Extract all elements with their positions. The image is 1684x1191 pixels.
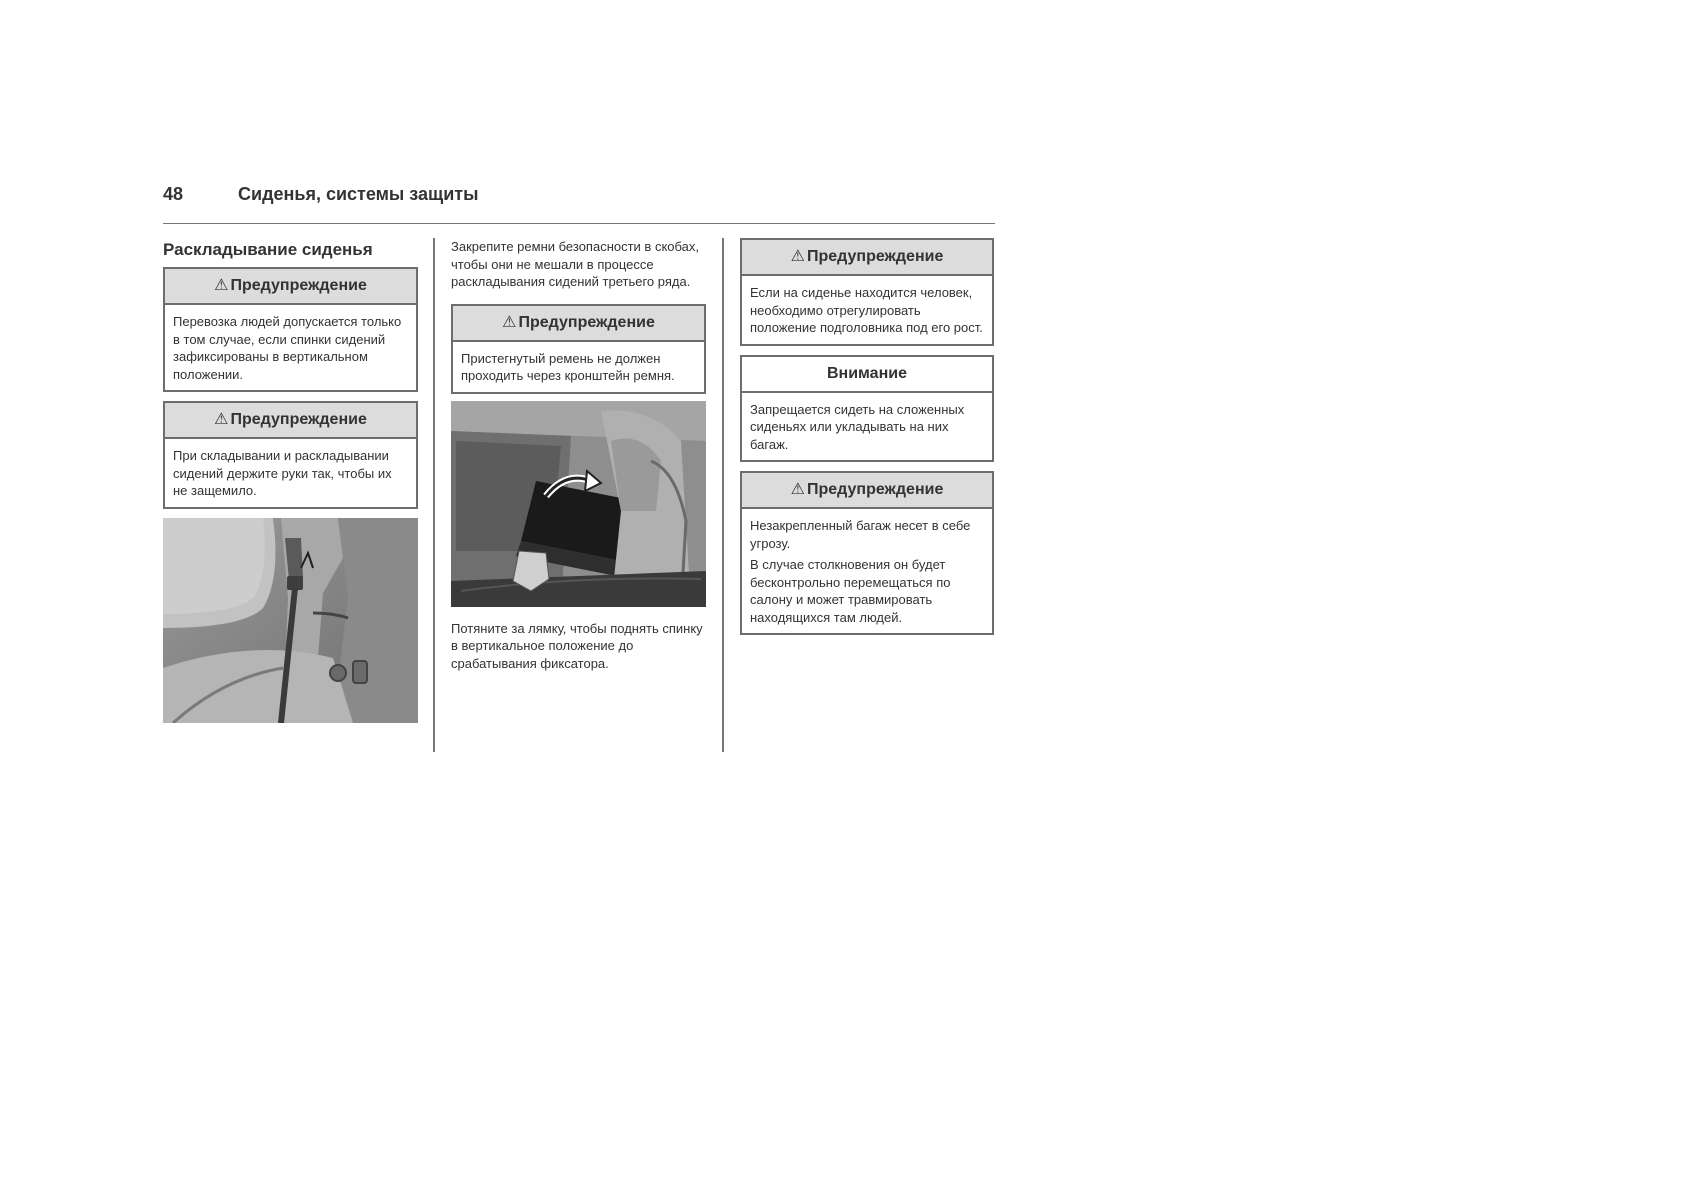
warning-box-header (742, 240, 992, 276)
page-number: 48 (163, 184, 184, 204)
notice-box (740, 355, 994, 463)
warning-triangle-icon: ⚠ (214, 411, 229, 428)
warning-triangle-icon: ⚠ (214, 277, 229, 294)
warning-box-4 (740, 238, 994, 346)
warning-box-header (453, 306, 704, 342)
warning-box-3 (451, 304, 706, 394)
notice-title: Внимание (827, 364, 907, 382)
warning-text: При складывании и раскладывании сидений держите руки так, чтобы их не защемило. (173, 448, 392, 498)
warning-text: Незакрепленный багаж несет в себе угрозу. (750, 518, 971, 551)
intro-text: Закрепите ремни безопасности в скобах, чтобы они не мешали в процессе раскладывания сидений третьего ряда. (451, 239, 699, 289)
warning-box-body (165, 305, 416, 390)
warning-title: Предупреждение (230, 411, 367, 428)
warning-box-body (742, 276, 992, 344)
page-title: Сиденья, системы защиты (238, 184, 479, 204)
seat-belt-bracket-illustration (163, 518, 418, 723)
warning-box-header (165, 403, 416, 439)
warning-box-header (742, 473, 992, 509)
warning-text: Если на сиденье находится человек, необходимо отрегулировать положение подголовника под его рост. (750, 285, 983, 335)
column-2 (451, 238, 706, 672)
column-3 (740, 238, 994, 644)
header-rule (163, 223, 995, 224)
notice-text: Запрещается сидеть на сложенных сиденьях или укладывать на них багаж. (750, 401, 965, 452)
warning-title: Предупреждение (807, 248, 944, 265)
warning-title: Предупреждение (807, 481, 944, 498)
warning-text: Перевозка людей допускается только в том случае, если спинки сидений зафиксированы в вертикальном положении. (173, 314, 402, 382)
section-title: Раскладывание сиденья (163, 240, 373, 259)
warning-box-body (165, 439, 416, 507)
warning-text: Пристегнутый ремень не должен проходить через кронштейн ремня. (461, 350, 675, 383)
warning-box-body (453, 342, 704, 392)
column-divider-2 (722, 238, 724, 752)
warning-triangle-icon: ⚠ (502, 313, 517, 331)
warning-box-2 (163, 401, 418, 509)
notice-box-header (742, 357, 992, 393)
column-1 (163, 238, 418, 723)
warning-triangle-icon: ⚠ (790, 481, 805, 498)
column-divider-1 (433, 238, 435, 752)
cargo-area-seat-illustration (451, 401, 706, 607)
warning-triangle-icon: ⚠ (790, 248, 805, 265)
notice-box-body (742, 393, 992, 461)
warning-box-1 (163, 267, 418, 392)
warning-box-5 (740, 471, 994, 635)
warning-box-header (165, 269, 416, 305)
figure-caption: Потяните за лямку, чтобы поднять спинку в вертикальное положение до срабатывания фиксатора. (451, 620, 703, 671)
warning-text: В случае столкновения он будет бесконтрольно перемещаться по салону и может травмировать находящихся там людей. (750, 557, 951, 625)
warning-title: Предупреждение (518, 313, 655, 331)
warning-title: Предупреждение (230, 277, 367, 294)
warning-box-body (742, 509, 992, 633)
